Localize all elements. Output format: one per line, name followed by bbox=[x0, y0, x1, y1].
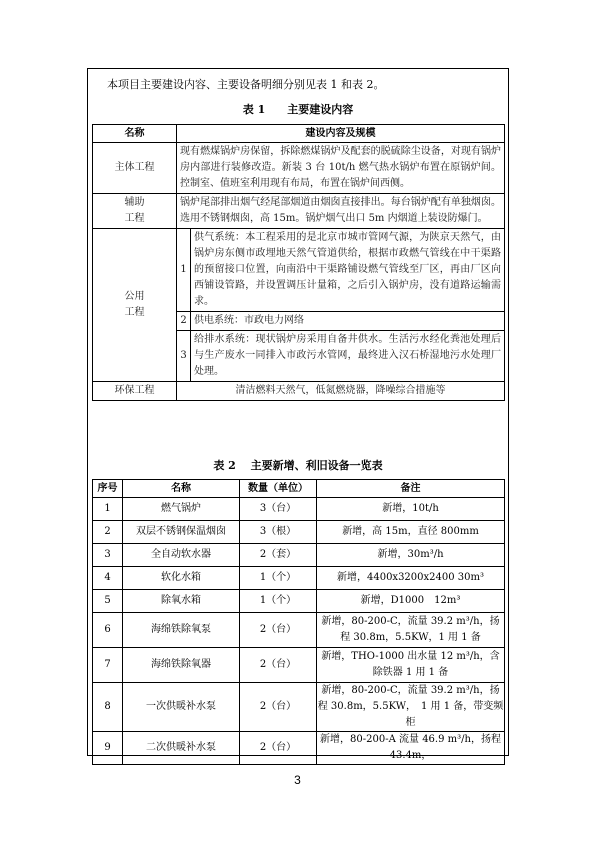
cell-qty: 2（台） bbox=[240, 613, 317, 648]
cell-name: 一次供暖补水泵 bbox=[123, 683, 240, 732]
cell-name: 燃气锅炉 bbox=[123, 498, 240, 521]
row-name: 环保工程 bbox=[93, 382, 177, 401]
table2-header-row bbox=[93, 480, 505, 498]
cell-no: 1 bbox=[93, 498, 123, 521]
cell-name: 除氧水箱 bbox=[123, 590, 240, 613]
cell-qty: 3（台） bbox=[240, 498, 317, 521]
table1-caption: 表 1 主要建设内容 bbox=[242, 103, 354, 116]
cell-no: 8 bbox=[93, 683, 123, 732]
table-row bbox=[93, 648, 505, 683]
cell-qty: 3（根） bbox=[240, 521, 317, 544]
cell-name: 双层不锈钢保温烟囱 bbox=[123, 521, 240, 544]
row-name: 主体工程 bbox=[93, 143, 177, 194]
table-row bbox=[93, 521, 505, 544]
cell-name: 软化水箱 bbox=[123, 567, 240, 590]
row-content: 清洁燃料天然气，低氮燃烧器，降噪综合措施等 bbox=[177, 382, 505, 401]
cell-note: 新增，80-200-C，流量 39.2 m³/h，扬程 30.8m，5.5KW， 1 用 1 备，带变频柜 bbox=[317, 683, 505, 732]
row-name: 辅助 工程 bbox=[93, 194, 177, 229]
table2-caption: 表 2 主要新增、利旧设备一览表 bbox=[213, 459, 383, 472]
table-row bbox=[93, 498, 505, 521]
cell-note: 新增，高 15m，直径 800mm bbox=[317, 521, 505, 544]
cell-name: 二次供暖补水泵 bbox=[123, 732, 240, 765]
item-number: 2 bbox=[177, 312, 191, 331]
table-row bbox=[93, 590, 505, 613]
table2-header-no: 序号 bbox=[93, 480, 123, 498]
table-row bbox=[93, 732, 505, 765]
item-number: 1 bbox=[177, 229, 191, 312]
table1-header-name: 名称 bbox=[93, 125, 177, 143]
intro-text: 本项目主要建设内容、主要设备明细分别见表 1 和表 2。 bbox=[107, 78, 385, 91]
table1 bbox=[92, 124, 505, 401]
table2-header-qty: 数量（单位） bbox=[240, 480, 317, 498]
item-number: 3 bbox=[177, 331, 191, 382]
table2 bbox=[92, 479, 505, 765]
cell-note: 新增，80-200-A 流量 46.9 m³/h，扬程 43.4m， bbox=[317, 732, 505, 765]
table1-row-aux bbox=[93, 194, 505, 229]
cell-qty: 1（个） bbox=[240, 567, 317, 590]
cell-qty: 1（个） bbox=[240, 590, 317, 613]
cell-no: 6 bbox=[93, 613, 123, 648]
table2-header-note: 备注 bbox=[317, 480, 505, 498]
cell-no: 9 bbox=[93, 732, 123, 765]
cell-qty: 2（台） bbox=[240, 732, 317, 765]
cell-note: 新增，D1000 12m³ bbox=[317, 590, 505, 613]
cell-note: 新增，30m³/h bbox=[317, 544, 505, 567]
table-row bbox=[93, 544, 505, 567]
table1-header-row bbox=[93, 125, 505, 143]
page-number: 3 bbox=[294, 773, 301, 787]
item-content: 供电系统：市政电力网络 bbox=[191, 312, 505, 331]
table2-header-name: 名称 bbox=[123, 480, 240, 498]
cell-no: 4 bbox=[93, 567, 123, 590]
item-content: 供气系统：本工程采用的是北京市城市管网气源，为陕京天然气，由锅炉房东侧市政埋地天然气管道供给，根据市政燃气管线在中干渠路的预留接口位置，向南沿中干渠路铺设燃气管线至厂区，再由厂区向西铺设管路，并设置调压计量箱，之后引入锅炉房，没有道路运输需求。 bbox=[191, 229, 505, 312]
cell-note: 新增，80-200-C，流量 39.2 m³/h，扬程 30.8m，5.5KW，1 用 1 备 bbox=[317, 613, 505, 648]
cell-name: 海绵铁除氧泵 bbox=[123, 613, 240, 648]
item-content: 给排水系统：现状锅炉房采用自备井供水。生活污水经化粪池处理后与生产废水一同排入市政污水管网，最终进入汉石桥湿地污水处理厂处理。 bbox=[191, 331, 505, 382]
table1-row-main bbox=[93, 143, 505, 194]
table-row bbox=[93, 613, 505, 648]
cell-note: 新增，4400x3200x2400 30m³ bbox=[317, 567, 505, 590]
row-content: 现有燃煤锅炉房保留，拆除燃煤锅炉及配套的脱硫除尘设备，对现有锅炉房内部进行装修改造。新装 3 台 10t/h 燃气热水锅炉布置在原锅炉间。控制室、值班室利用现有布局，布置在锅炉间西侧。 bbox=[177, 143, 505, 194]
cell-qty: 2（台） bbox=[240, 648, 317, 683]
table-row bbox=[93, 683, 505, 732]
row-content: 锅炉尾部排出烟气经尾部烟道由烟囱直接排出。每台锅炉配有单独烟囱。选用不锈钢烟囱，高 15m。锅炉烟气出口 5m 内烟道上装设防爆门。 bbox=[177, 194, 505, 229]
row-name: 公用 工程 bbox=[93, 229, 177, 382]
cell-note: 新增，THO-1000 出水量 12 m³/h，含除铁器 1 用 1 备 bbox=[317, 648, 505, 683]
cell-qty: 2（套） bbox=[240, 544, 317, 567]
cell-no: 7 bbox=[93, 648, 123, 683]
table-row bbox=[93, 567, 505, 590]
cell-qty: 2（台） bbox=[240, 683, 317, 732]
cell-no: 5 bbox=[93, 590, 123, 613]
cell-note: 新增，10t/h bbox=[317, 498, 505, 521]
cell-name: 全自动软水器 bbox=[123, 544, 240, 567]
cell-no: 3 bbox=[93, 544, 123, 567]
table1-row-env bbox=[93, 382, 505, 401]
cell-no: 2 bbox=[93, 521, 123, 544]
table1-row-public-1 bbox=[93, 229, 505, 312]
table1-header-content: 建设内容及规模 bbox=[177, 125, 505, 143]
cell-name: 海绵铁除氧器 bbox=[123, 648, 240, 683]
